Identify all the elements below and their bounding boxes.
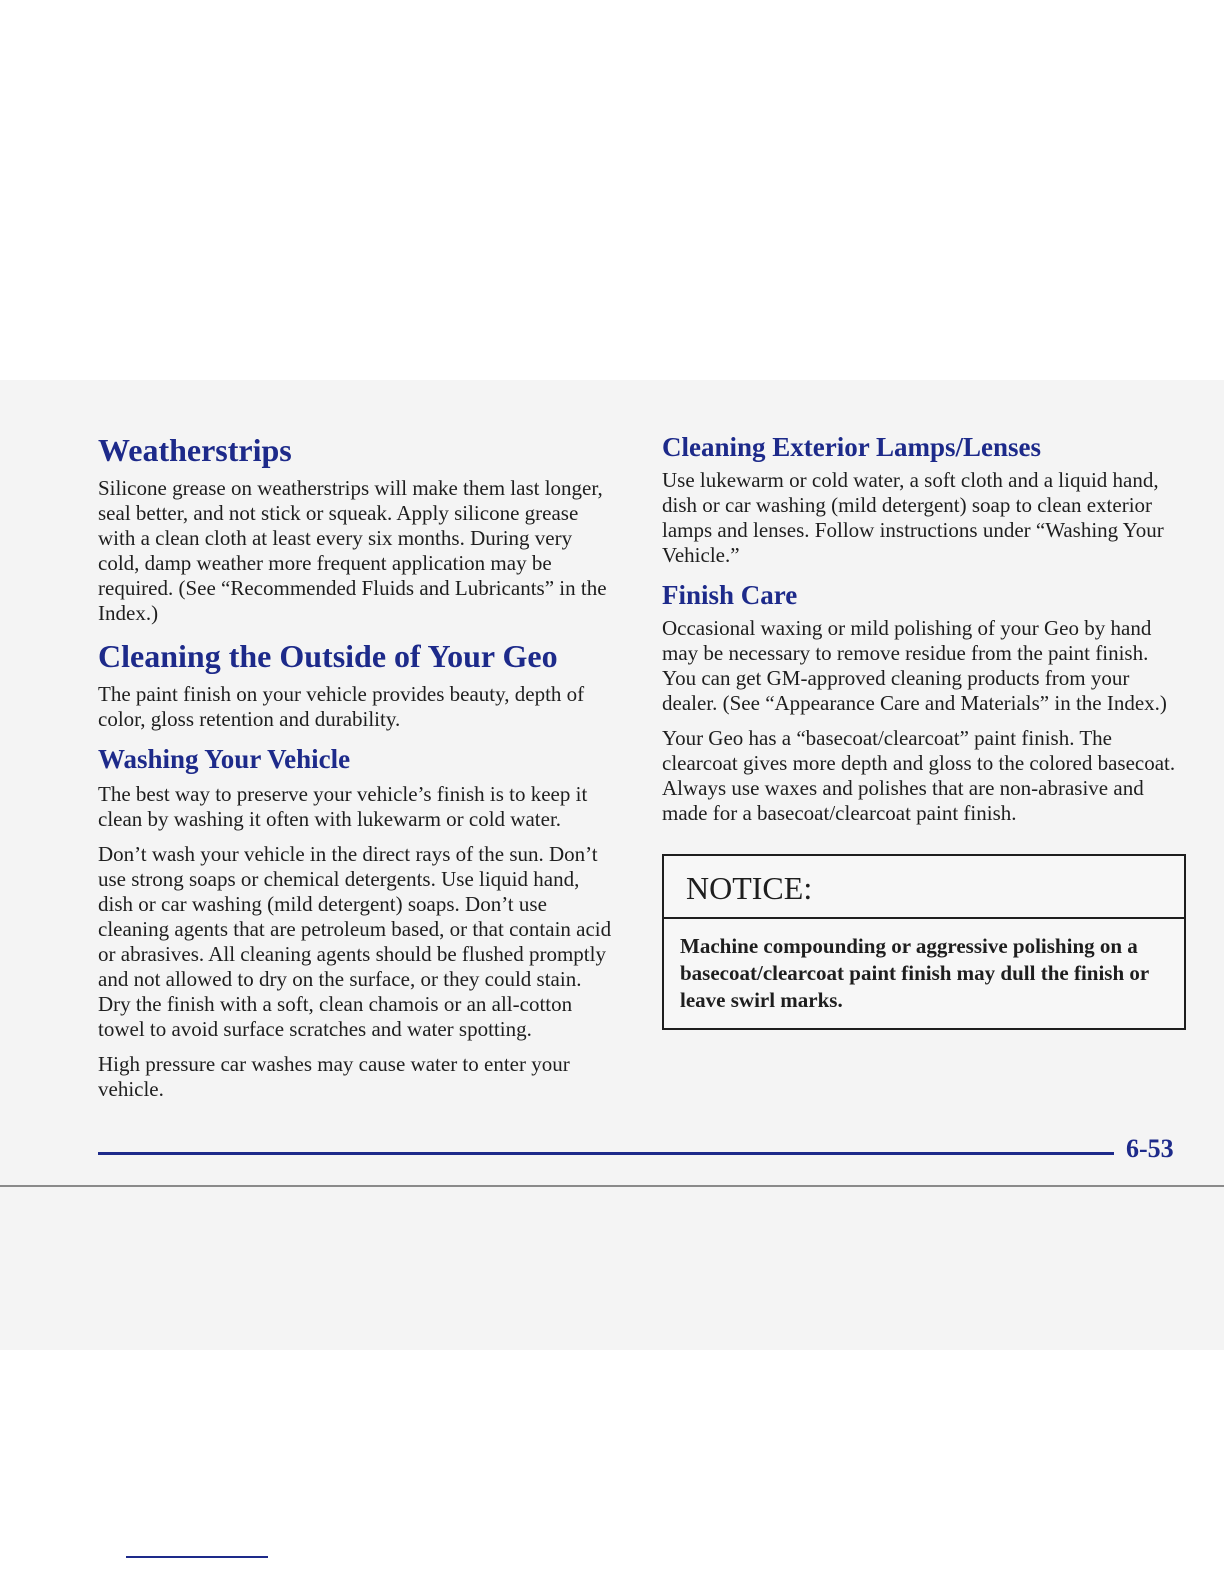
lamps-text: Use lukewarm or cold water, a soft cloth and a liquid hand, dish or car washing (mild detergent) soap to clean exterior lamps and lenses. Follow instructions under “Washing Your Vehicle.” — [662, 468, 1164, 567]
washing-paragraph-2: Don’t wash your vehicle in the direct rays of the sun. Don’t use strong soaps or chemical detergents. Use liquid hand, dish or car washing (mild detergent) soaps. Don’t use cleaning agents that are petroleum based, or that contain acid or abrasives. All cleaning agents should be flushed promptly and not allowed to dry on the surface, or they could stain. Dry the finish with a soft, clean chamois or an all-cotton towel to avoid surface scratches and water spotting. — [98, 842, 612, 1041]
footer-link-underline — [126, 1556, 268, 1558]
washing-paragraph-1: The best way to preserve your vehicle’s finish is to keep it clean by washing it often with lukewarm or cold water. — [98, 782, 588, 831]
left-column — [98, 430, 618, 1112]
finish-care-paragraph-1: Occasional waxing or mild polishing of your Geo by hand may be necessary to remove residue from the paint finish. You can get GM-approved cleaning products from your dealer. (See “Appearance Care and Materials” in the Index.) — [662, 616, 1167, 715]
page-bottom-divider — [0, 1185, 1224, 1187]
finish-care-heading: Finish Care — [662, 580, 798, 610]
cleaning-outside-heading: Cleaning the Outside of Your Geo — [98, 638, 558, 674]
weatherstrips-text: Silicone grease on weatherstrips will make them last longer, seal better, and not stick or squeak. Apply silicone grease with a clean cloth at least every six months. During very cold, damp weather more frequent application may be required. (See “Recommended Fluids and Lubricants” in the Index.) — [98, 476, 607, 625]
page-number: 6-53 — [1126, 1134, 1174, 1163]
washing-paragraph-3: High pressure car washes may cause water to enter your vehicle. — [98, 1052, 570, 1101]
right-column — [662, 430, 1182, 1030]
lamps-heading: Cleaning Exterior Lamps/Lenses — [662, 432, 1042, 462]
weatherstrips-heading: Weatherstrips — [98, 432, 292, 468]
cleaning-outside-text: The paint finish on your vehicle provides beauty, depth of color, gloss retention and durability. — [98, 682, 585, 731]
footer-rule — [98, 1152, 1114, 1155]
washing-heading: Washing Your Vehicle — [98, 744, 351, 774]
notice-text: Machine compounding or aggressive polishing on a basecoat/clearcoat paint finish may dull the finish or leave swirl marks. — [680, 934, 1149, 1012]
finish-care-paragraph-2: Your Geo has a “basecoat/clearcoat” paint finish. The clearcoat gives more depth and gloss to the colored basecoat. Always use waxes and polishes that are non-abrasive and made for a basecoat/clearcoat paint finish. — [662, 726, 1176, 825]
notice-heading: NOTICE: — [664, 856, 1184, 919]
notice-box — [662, 854, 1186, 1030]
